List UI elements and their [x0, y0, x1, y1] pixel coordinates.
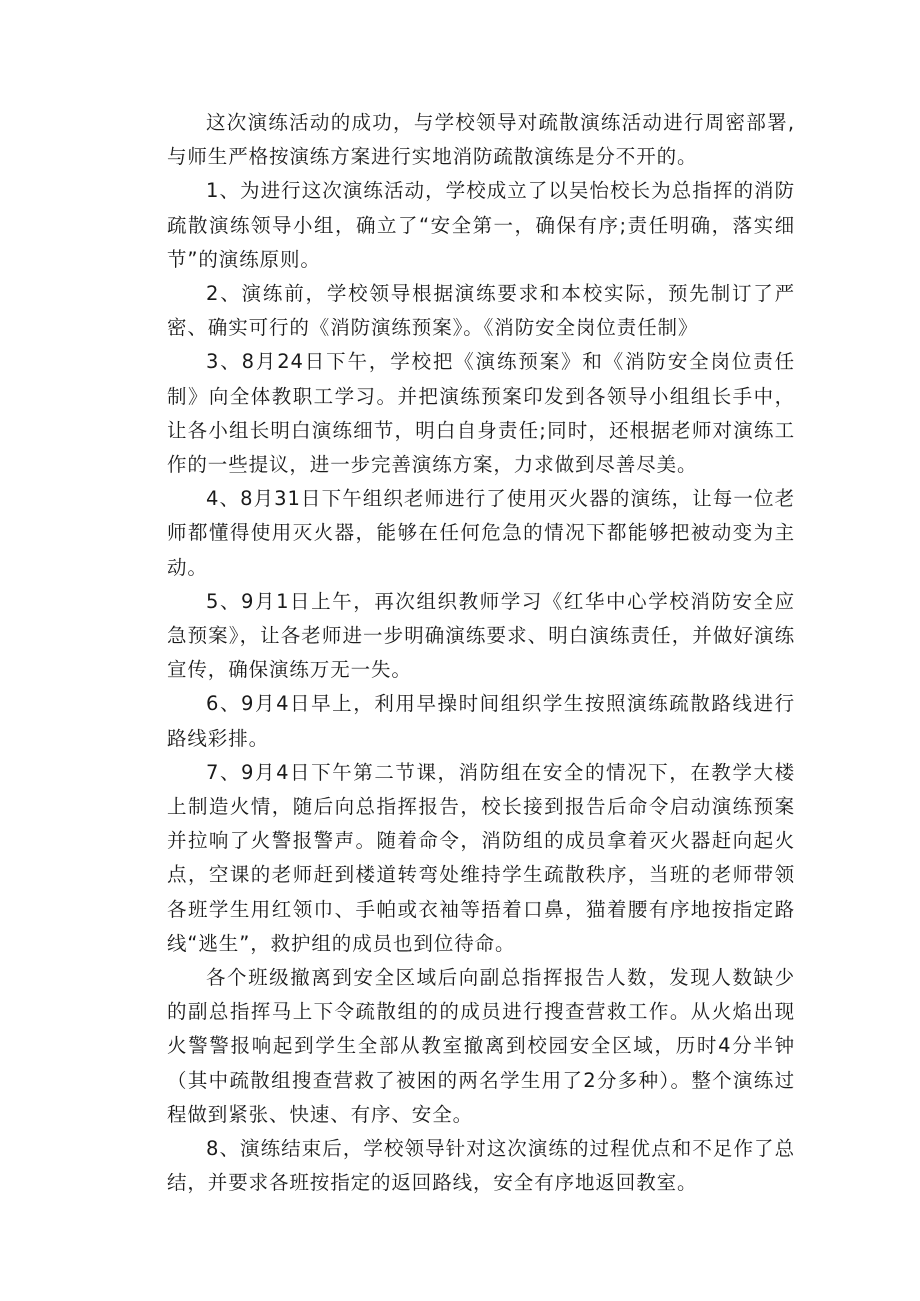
paragraph-item-1: 1、为进行这次演练活动，学校成立了以吴怡校长为总指挥的消防疏散演练领导小组，确立了“安全第一，确保有序;责任明确，落实细节”的演练原则。 — [167, 179, 795, 271]
document-body — [167, 106, 795, 1201]
paragraph-item-6: 6、9月4日早上，利用早操时间组织学生按照演练疏散路线进行路线彩排。 — [167, 692, 795, 750]
paragraph-evacuation-result: 各个班级撤离到安全区域后向副总指挥报告人数，发现人数缺少的副总指挥马上下令疏散组的的成员进行搜查营救工作。从火焰出现火警警报响起到学生全部从教室撤离到校园安全区域，历时4分半钟（其中疏散组搜查营救了被困的两名学生用了2分多种）。整个演练过程做到紧张、快速、有序、安全。 — [167, 966, 795, 1126]
paragraph-item-8: 8、演练结束后，学校领导针对这次演练的过程优点和不足作了总结，并要求各班按指定的返回路线，安全有序地返回教室。 — [167, 1137, 795, 1195]
paragraph-item-5: 5、9月1日上午，再次组织教师学习《红华中心学校消防安全应急预案》，让各老师进一步明确演练要求、明白演练责任，并做好演练宣传，确保演练万无一失。 — [167, 589, 795, 682]
paragraph-intro: 这次演练活动的成功，与学校领导对疏散演练活动进行周密部署,与师生严格按演练方案进行实地消防疏散演练是分不开的。 — [167, 111, 795, 169]
paragraph-item-7: 7、9月4日下午第二节课，消防组在安全的情况下，在教学大楼上制造火情，随后向总指挥报告，校长接到报告后命令启动演练预案并拉响了火警报警声。随着命令，消防组的成员拿着灭火器赶向起火点，空课的老师赶到楼道转弯处维持学生疏散秩序，当班的老师带领各班学生用红领巾、手帕或衣袖等捂着口鼻，猫着腰有序地按指定路线“逃生”，救护组的成员也到位待命。 — [167, 760, 795, 955]
paragraph-item-3: 3、8月24日下午，学校把《演练预案》和《消防安全岗位责任制》向全体教职工学习。并把演练预案印发到各领导小组组长手中，让各小组长明白演练细节，明白自身责任;同时，还根据老师对演练工作的一些提议，进一步完善演练方案，力求做到尽善尽美。 — [167, 350, 795, 477]
paragraph-item-4: 4、8月31日下午组织老师进行了使用灭火器的演练，让每一位老师都懂得使用灭火器，能够在任何危急的情况下都能够把被动变为主动。 — [167, 487, 795, 579]
paragraph-item-2: 2、演练前，学校领导根据演练要求和本校实际，预先制订了严密、确实可行的《消防演练预案》。《消防安全岗位责任制》 — [167, 282, 795, 340]
